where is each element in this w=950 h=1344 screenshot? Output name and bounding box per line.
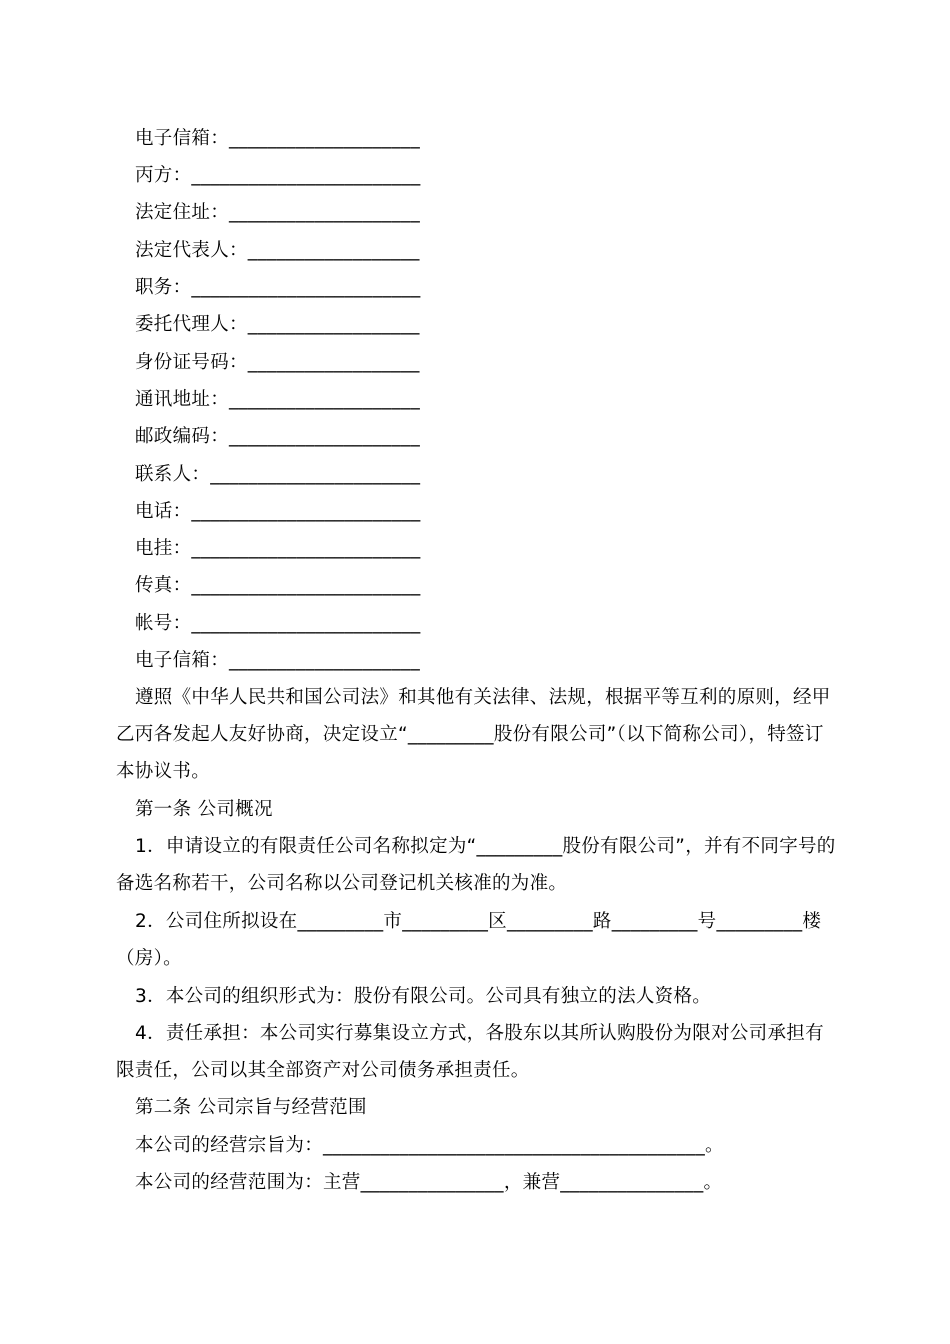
field-email-prev: 电子信箱：____________________ (135, 128, 421, 149)
field-authorized-agent: 委托代理人：__________________ (135, 314, 420, 335)
field-legal-representative: 法定代表人：__________________ (135, 240, 420, 261)
business-scope: 本公司的经营范围为：主营_______________，兼营_______________。 (135, 1172, 723, 1193)
field-phone: 电话：________________________ (135, 501, 421, 522)
field-party-c: 丙方：________________________ (135, 165, 421, 186)
article1-item4: 4．责任承担：本公司实行募集设立方式，各股东以其所认购股份为限对公司承担有限责任，公司以其全部资产对公司债务承担责任。 (116, 1023, 824, 1081)
article1-item3: 3．本公司的组织形式为：股份有限公司。公司具有独立的法人资格。 (135, 986, 712, 1007)
field-id-number: 身份证号码：__________________ (135, 352, 420, 373)
article1-title: 第一条 公司概况 (135, 799, 273, 820)
article1-item1: 1．申请设立的有限责任公司名称拟定为“_________股份有限公司”，并有不同字号的备选名称若干，公司名称以公司登记机关核准的为准。 (116, 836, 836, 894)
field-contact-person: 联系人：______________________ (135, 464, 421, 485)
field-fax: 传真：________________________ (135, 575, 421, 596)
field-position: 职务：________________________ (135, 277, 421, 298)
field-postcode: 邮政编码：____________________ (135, 426, 421, 447)
field-telegraph: 电挂：________________________ (135, 538, 421, 559)
business-purpose: 本公司的经营宗旨为：________________________________________。 (135, 1135, 724, 1156)
article1-item2: 2．公司住所拟设在_________市_________区_________路_________号_________楼（房）。 (116, 911, 822, 969)
field-legal-address: 法定住址：____________________ (135, 202, 421, 223)
article2-title: 第二条 公司宗旨与经营范围 (135, 1097, 367, 1118)
preamble-paragraph: 遵照《中华人民共和国公司法》和其他有关法律、法规，根据平等互利的原则，经甲乙丙各发起人友好协商，决定设立“_________股份有限公司”（以下简称公司），特签订本协议书。 (116, 687, 831, 782)
field-account: 帐号：________________________ (135, 613, 421, 634)
field-email: 电子信箱：____________________ (135, 650, 421, 671)
field-mailing-address: 通讯地址：____________________ (135, 389, 421, 410)
